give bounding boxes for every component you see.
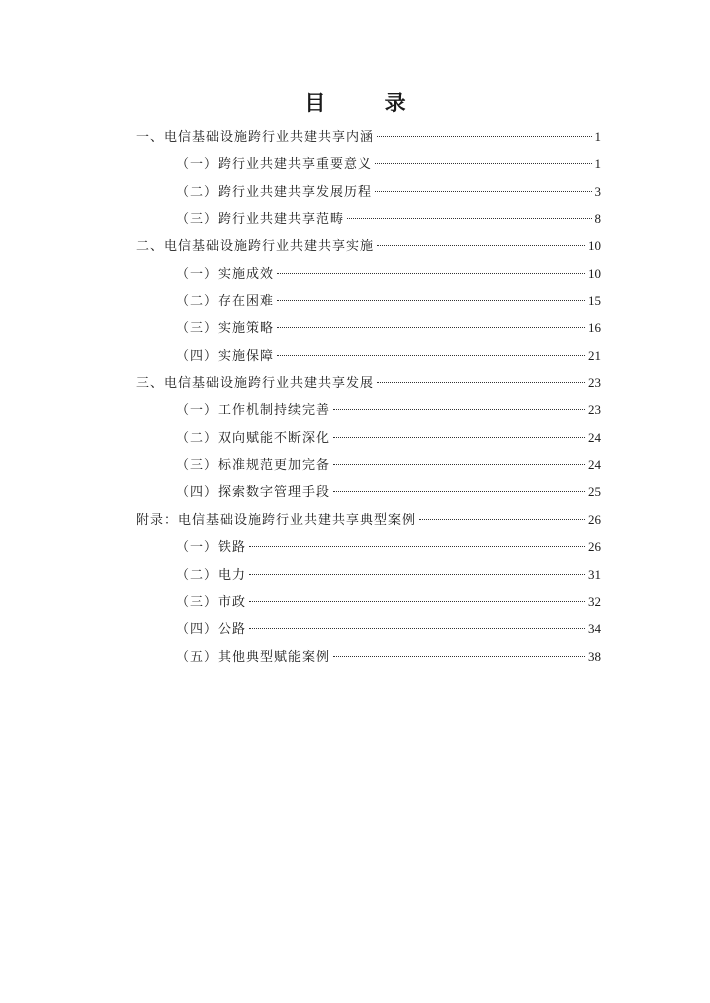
toc-page-number: 8 bbox=[594, 211, 601, 227]
toc-dot-leader bbox=[277, 300, 585, 301]
toc-dot-leader bbox=[377, 136, 591, 137]
toc-page-number: 3 bbox=[594, 183, 601, 199]
toc-page-number: 25 bbox=[588, 484, 601, 500]
toc-subsection-entry[interactable] bbox=[0, 533, 710, 560]
toc-entry-label: （一）跨行业共建共享重要意义 bbox=[176, 157, 373, 173]
toc-dot-leader bbox=[277, 355, 585, 356]
toc-dot-leader bbox=[333, 409, 585, 410]
toc-entry-label: （三）实施策略 bbox=[176, 321, 275, 337]
toc-subsection-entry[interactable] bbox=[0, 287, 710, 314]
toc-page-number: 10 bbox=[588, 265, 601, 281]
toc-page-number: 21 bbox=[588, 347, 601, 363]
toc-dot-leader bbox=[333, 656, 585, 657]
toc-dot-leader bbox=[277, 273, 585, 274]
toc-section-entry[interactable] bbox=[0, 506, 710, 533]
toc-section-entry[interactable] bbox=[0, 123, 710, 150]
toc-title: 目 录 bbox=[304, 91, 432, 115]
toc-page-number: 24 bbox=[588, 457, 601, 473]
toc-section-entry[interactable] bbox=[0, 369, 710, 396]
toc-page-number: 23 bbox=[588, 402, 601, 418]
toc-subsection-entry[interactable] bbox=[0, 478, 710, 505]
toc-entry-label: （三）标准规范更加完备 bbox=[176, 458, 331, 474]
toc-subsection-entry[interactable] bbox=[0, 615, 710, 642]
toc-page-number: 16 bbox=[588, 320, 601, 336]
toc-page-number: 10 bbox=[588, 238, 601, 254]
toc-entry-label: 二、电信基础设施跨行业共建共享实施 bbox=[136, 239, 375, 255]
toc-entry-label: 三、电信基础设施跨行业共建共享发展 bbox=[136, 376, 375, 392]
toc-dot-leader bbox=[419, 519, 585, 520]
toc-dot-leader bbox=[347, 218, 591, 219]
toc-entry-label: （二）双向赋能不断深化 bbox=[176, 430, 331, 446]
toc-entry-label: （三）跨行业共建共享范畴 bbox=[176, 212, 345, 228]
toc-subsection-entry[interactable] bbox=[0, 396, 710, 423]
toc-subsection-entry[interactable] bbox=[0, 588, 710, 615]
toc-subsection-entry[interactable] bbox=[0, 643, 710, 670]
toc-dot-leader bbox=[277, 327, 585, 328]
toc-subsection-entry[interactable] bbox=[0, 424, 710, 451]
toc-subsection-entry[interactable] bbox=[0, 314, 710, 341]
toc-subsection-entry[interactable] bbox=[0, 205, 710, 232]
toc-dot-leader bbox=[333, 437, 585, 438]
toc-entry-label: （二）电力 bbox=[176, 567, 247, 583]
toc-page-number: 24 bbox=[588, 429, 601, 445]
toc-section-entry[interactable] bbox=[0, 232, 710, 259]
toc-subsection-entry[interactable] bbox=[0, 451, 710, 478]
toc-subsection-entry[interactable] bbox=[0, 178, 710, 205]
toc-dot-leader bbox=[333, 491, 585, 492]
toc-dot-leader bbox=[249, 628, 585, 629]
toc-page-number: 1 bbox=[594, 129, 601, 144]
toc-subsection-entry[interactable] bbox=[0, 342, 710, 369]
toc-page-number: 23 bbox=[588, 375, 601, 391]
toc-page-number: 31 bbox=[588, 566, 601, 582]
toc-page-number: 34 bbox=[588, 621, 601, 637]
toc-subsection-entry[interactable] bbox=[0, 150, 710, 177]
toc-entry-label: （二）跨行业共建共享发展历程 bbox=[176, 184, 373, 200]
toc-entry-label: 一、电信基础设施跨行业共建共享内涵 bbox=[136, 130, 375, 145]
toc-subsection-entry[interactable] bbox=[0, 561, 710, 588]
toc-dot-leader bbox=[377, 245, 585, 246]
toc-page-number: 26 bbox=[588, 511, 601, 527]
toc-entry-label: 附录：电信基础设施跨行业共建共享典型案例 bbox=[136, 512, 417, 528]
toc-dot-leader bbox=[249, 574, 585, 575]
toc-entry-label: （二）存在困难 bbox=[176, 294, 275, 310]
toc-entry-label: （一）工作机制持续完善 bbox=[176, 403, 331, 419]
toc-page-number: 1 bbox=[594, 156, 601, 172]
toc-entry-label: （四）探索数字管理手段 bbox=[176, 485, 331, 501]
toc-dot-leader bbox=[249, 601, 585, 602]
toc-page-number: 32 bbox=[588, 593, 601, 609]
toc-dot-leader bbox=[375, 191, 591, 192]
toc-dot-leader bbox=[333, 464, 585, 465]
toc-entry-label: （一）铁路 bbox=[176, 540, 247, 556]
toc-dot-leader bbox=[249, 546, 585, 547]
toc-list bbox=[0, 123, 710, 670]
toc-page-number: 26 bbox=[588, 539, 601, 555]
toc-entry-label: （四）公路 bbox=[176, 622, 247, 638]
toc-dot-leader bbox=[375, 163, 591, 164]
toc-dot-leader bbox=[377, 382, 585, 383]
toc-entry-label: （一）实施成效 bbox=[176, 266, 275, 282]
toc-entry-label: （三）市政 bbox=[176, 594, 247, 610]
toc-entry-label: （四）实施保障 bbox=[176, 348, 275, 364]
toc-page-number: 15 bbox=[588, 293, 601, 309]
toc-entry-label: （五）其他典型赋能案例 bbox=[176, 649, 331, 665]
toc-page-number: 38 bbox=[588, 648, 601, 664]
toc-subsection-entry[interactable] bbox=[0, 260, 710, 287]
